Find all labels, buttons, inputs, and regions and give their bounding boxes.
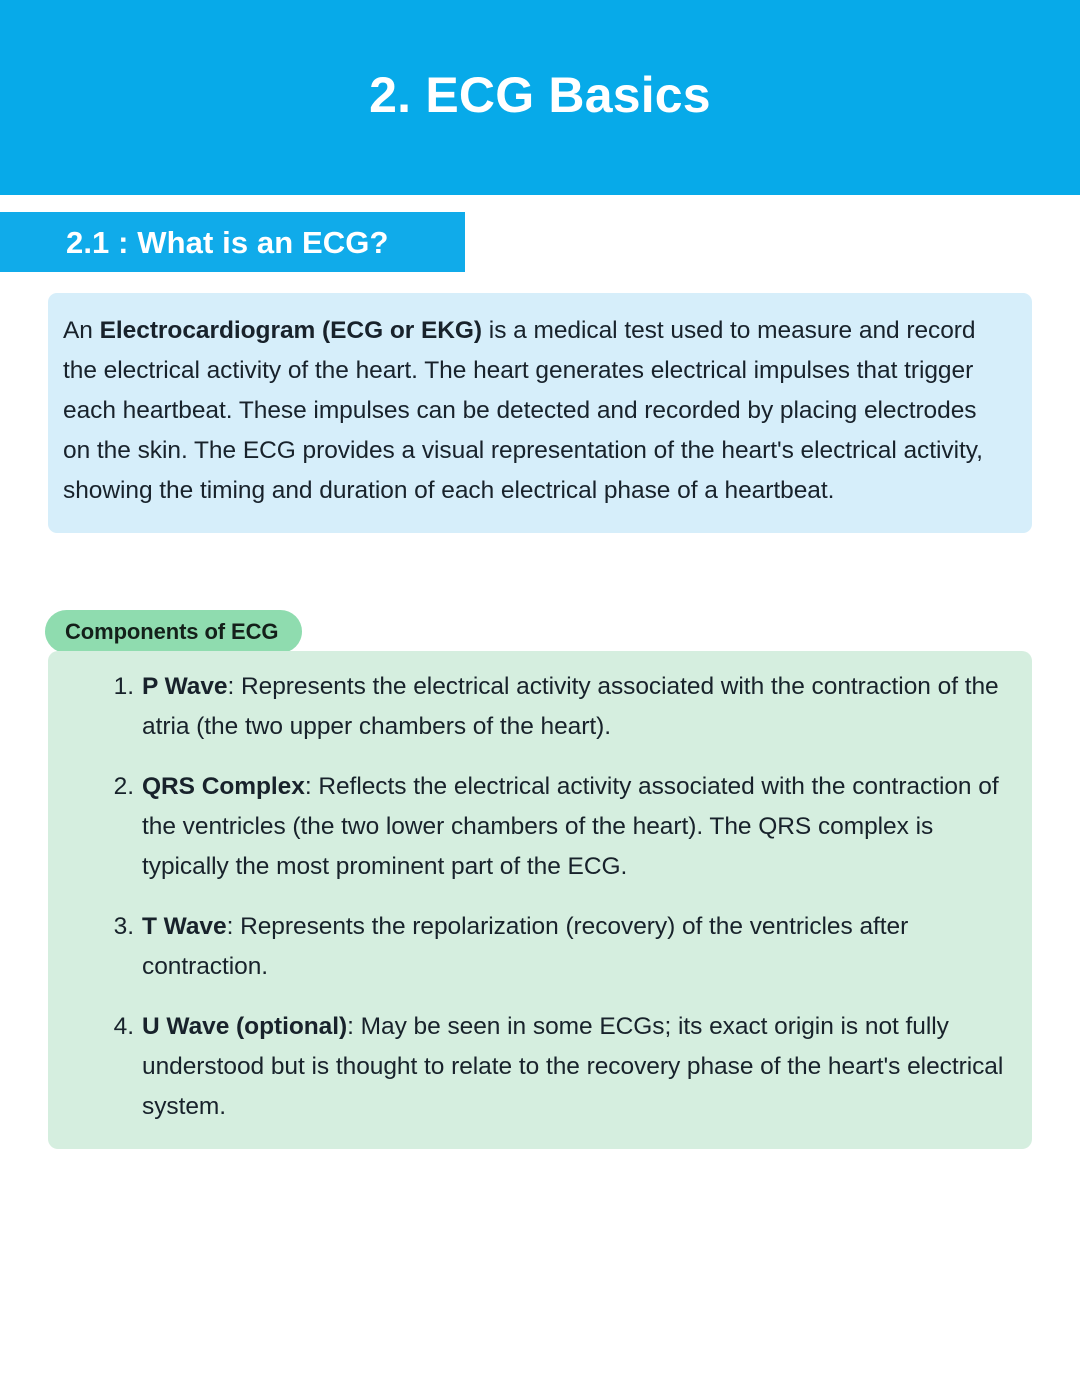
component-description: : Reflects the electrical activity associated with the contraction of the ventricles (the two lower chambers of the heart). The QRS complex is typically the most prominent part of the ECG. <box>142 773 999 880</box>
components-list <box>62 667 1014 1127</box>
component-description: : Represents the electrical activity associated with the contraction of the atria (the two upper chambers of the heart). <box>142 673 999 740</box>
list-item <box>62 767 1014 887</box>
component-term: T Wave <box>142 913 227 940</box>
intro-paragraph <box>63 311 1008 511</box>
intro-lead-text: An <box>63 317 100 344</box>
page-title: 2. ECG Basics <box>369 67 711 123</box>
component-term: U Wave (optional) <box>142 1013 348 1040</box>
list-item <box>62 907 1014 987</box>
components-card <box>48 651 1032 1149</box>
components-section-label: Components of ECG <box>65 618 279 644</box>
list-item <box>62 667 1014 747</box>
list-item <box>62 1007 1014 1127</box>
chapter-banner <box>0 0 1080 195</box>
intro-bold-term: Electrocardiogram (ECG or EKG) <box>99 317 483 344</box>
components-section-pill <box>45 610 302 653</box>
section-heading-label: 2.1 : What is an ECG? <box>66 224 389 260</box>
component-term: QRS Complex <box>142 773 305 800</box>
component-term: P Wave <box>142 673 228 700</box>
intro-definition-card <box>48 293 1032 533</box>
intro-body-text: is a medical test used to measure and record the electrical activity of the heart. The heart generates electrical impulses that trigger each heartbeat. These impulses can be detected and recorded by placing electrodes on the skin. The ECG provides a visual representation of the heart's electrical activity, showing the timing and duration of each electrical phase of a heartbeat. <box>63 317 983 504</box>
section-heading-badge <box>0 212 465 272</box>
component-description: : May be seen in some ECGs; its exact origin is not fully understood but is thought to relate to the recovery phase of the heart's electrical system. <box>142 1013 1004 1120</box>
component-description: : Represents the repolarization (recovery) of the ventricles after contraction. <box>142 913 909 980</box>
